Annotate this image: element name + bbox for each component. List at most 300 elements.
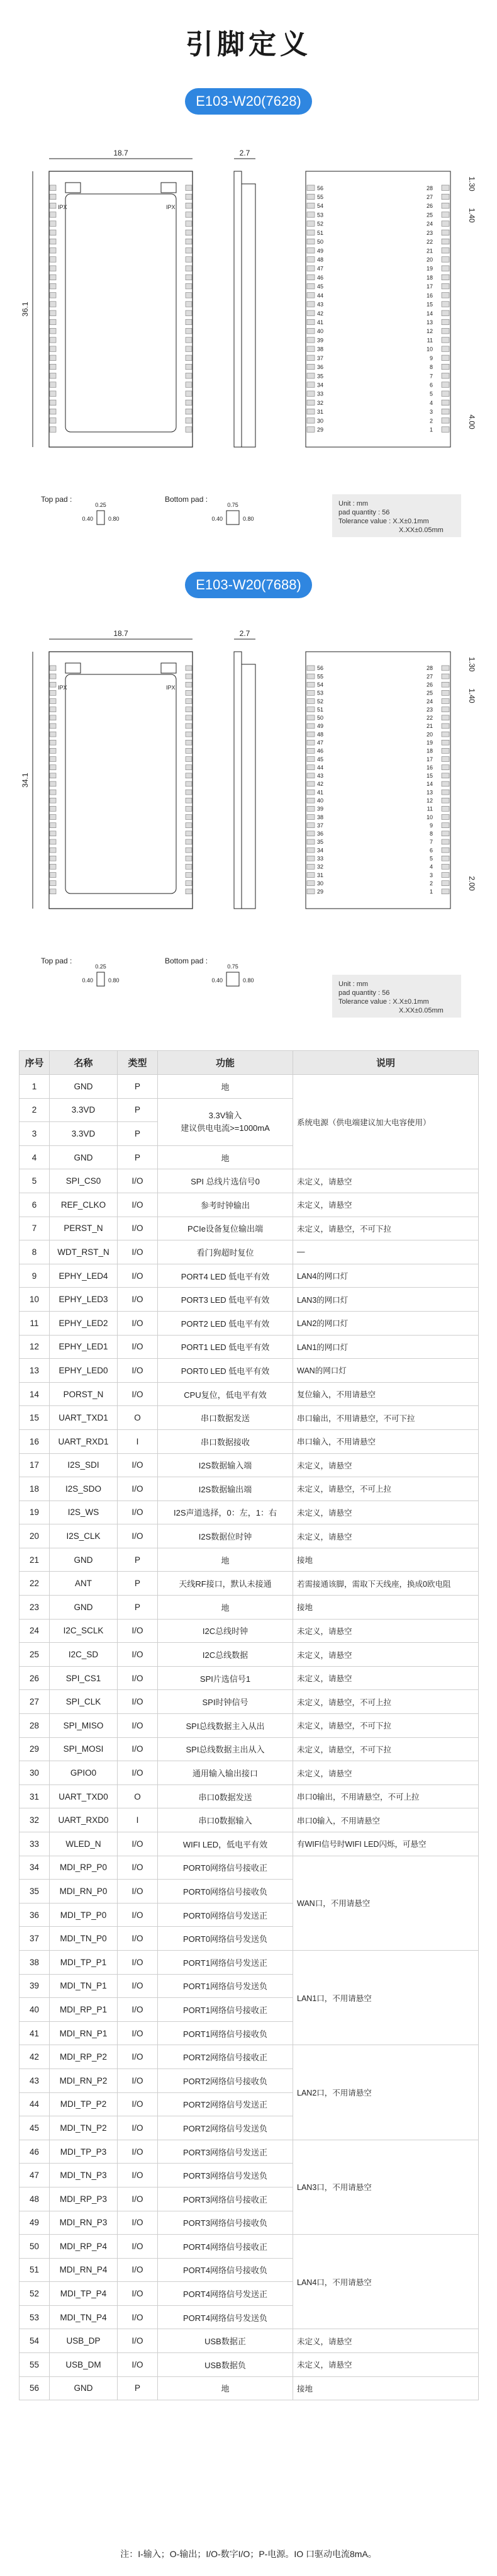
pin-index: 3 — [20, 1122, 50, 1146]
bottom-pin-pad — [307, 699, 315, 704]
left-pin-pad — [50, 310, 56, 316]
bottom-pin-pad — [442, 185, 449, 191]
pin-function: USB数据负 — [158, 2353, 293, 2377]
pin-index: 32 — [20, 1808, 50, 1832]
left-pin-pad — [50, 881, 56, 886]
pin-definition-table — [19, 1050, 479, 2400]
pin-type: I/O — [118, 1193, 158, 1217]
tolerance-pad-quantity: pad quantity : 56 — [338, 509, 390, 516]
pin-notes: — — [293, 1240, 479, 1264]
right-pin-number: 20 — [426, 256, 433, 263]
left-pin-pad — [50, 873, 56, 878]
pin-function: PCIe设备复位输出端 — [158, 1217, 293, 1240]
left-pin-pad — [50, 864, 56, 869]
pin-notes: 未定义，请悬空，不可上拉 — [293, 1477, 479, 1501]
right-pin-pad — [186, 757, 192, 762]
pin-type: I/O — [118, 1880, 158, 1904]
module-outline — [49, 171, 193, 447]
left-pin-number: 55 — [317, 673, 324, 680]
height-dimension-label: 36.1 — [21, 302, 30, 317]
bottom-pad-shape — [226, 972, 239, 986]
pin-type: I/O — [118, 1666, 158, 1690]
top-pad-height-2: 0.80 — [108, 977, 120, 984]
bottom-pin-pad — [442, 212, 449, 218]
left-pin-number: 56 — [317, 184, 324, 191]
table-row — [20, 1382, 479, 1406]
left-pin-number: 50 — [317, 239, 324, 246]
left-pin-number: 43 — [317, 301, 324, 308]
bottom-pin-pad — [307, 391, 315, 397]
bottom-pin-pad — [307, 790, 315, 795]
pin-function: PORT0网络信号发送正 — [158, 1903, 293, 1927]
bottom-pin-pad — [442, 666, 449, 671]
bottom-pin-pad — [307, 707, 315, 712]
left-pin-pad — [50, 682, 56, 687]
header-notes: 说明 — [293, 1051, 479, 1075]
pin-notes: LAN2的网口灯 — [293, 1311, 479, 1335]
left-pin-pad — [50, 364, 56, 370]
pin-type: I/O — [118, 2092, 158, 2116]
pin-index: 52 — [20, 2282, 50, 2306]
antenna-label-right: IPX — [166, 684, 176, 691]
left-pin-pad — [50, 194, 56, 200]
right-pin-pad — [186, 806, 192, 811]
left-pin-number: 52 — [317, 220, 324, 227]
right-pin-pad — [186, 427, 192, 433]
pin-function: PORT2网络信号发送正 — [158, 2092, 293, 2116]
pin-index: 39 — [20, 1974, 50, 1998]
tolerance-value: Tolerance value : X.X±0.1mm — [338, 998, 429, 1006]
pin-function: I2S数据位时钟 — [158, 1524, 293, 1548]
pin-notes: 未定义，请悬空 — [293, 1666, 479, 1690]
right-pin-pad — [186, 765, 192, 770]
right-pin-pad — [186, 212, 192, 218]
left-pin-number: 33 — [317, 855, 324, 862]
right-pin-number: 1 — [429, 888, 433, 895]
pin-name: I2S_SDI — [50, 1453, 118, 1477]
right-pin-number: 19 — [426, 265, 433, 272]
tolerance-value-2: X.XX±0.05mm — [399, 1007, 444, 1014]
bottom-pin-pad — [307, 328, 315, 334]
left-pin-pad — [50, 889, 56, 894]
pin-name: GND — [50, 1548, 118, 1572]
left-pin-number: 30 — [317, 880, 324, 887]
left-pin-number: 36 — [317, 364, 324, 371]
pin-type: I/O — [118, 2045, 158, 2069]
pin-type: I/O — [118, 1217, 158, 1240]
pin-function: 天线RF接口，默认未接通 — [158, 1572, 293, 1596]
bottom-pin-pad — [307, 815, 315, 820]
table-row — [20, 2235, 479, 2259]
pin-function: SPI总线数据主出从入 — [158, 1737, 293, 1761]
pin-name: SPI_MISO — [50, 1714, 118, 1738]
bottom-pin-pad — [442, 275, 449, 280]
tolerance-value: Tolerance value : X.X±0.1mm — [338, 518, 429, 525]
pin-name: 3.3VD — [50, 1098, 118, 1122]
pin-name: SPI_CS0 — [50, 1169, 118, 1193]
pin-type: I/O — [118, 2235, 158, 2259]
bottom-pad-width: 0.75 — [227, 963, 238, 970]
pin-notes: 接地 — [293, 1548, 479, 1572]
left-pin-number: 44 — [317, 292, 324, 299]
pin-index: 38 — [20, 1950, 50, 1974]
bottom-pin-pad — [307, 889, 315, 894]
right-pin-number: 23 — [426, 706, 433, 713]
left-pin-number: 47 — [317, 265, 324, 272]
right-pin-pad — [186, 346, 192, 352]
right-pin-number: 4 — [429, 399, 433, 406]
pin-name: I2C_SD — [50, 1643, 118, 1667]
bottom-pad-label: Bottom pad : — [165, 956, 208, 965]
table-row — [20, 1359, 479, 1383]
left-pin-pad — [50, 400, 56, 406]
left-pin-pad — [50, 690, 56, 695]
pin-function: PORT2 LED 低电平有效 — [158, 1311, 293, 1335]
right-pin-pad — [186, 221, 192, 227]
pin-name: SPI_MOSI — [50, 1737, 118, 1761]
left-pin-pad — [50, 373, 56, 379]
table-row — [20, 1501, 479, 1524]
bottom-pin-pad — [442, 823, 449, 828]
top-pad-shape — [97, 511, 104, 525]
pin-type: P — [118, 2376, 158, 2400]
right-pin-number: 19 — [426, 739, 433, 746]
pin-function: 地 — [158, 1145, 293, 1169]
pin-notes: 串口输出，不用请悬空，不可下拉 — [293, 1406, 479, 1430]
bottom-pin-pad — [442, 257, 449, 263]
bottom-pin-pad — [307, 839, 315, 844]
bottom-pin-pad — [307, 881, 315, 886]
right-pin-number: 21 — [426, 247, 433, 254]
left-pin-number: 50 — [317, 715, 324, 722]
bottom-pin-pad — [307, 194, 315, 200]
left-pin-number: 32 — [317, 863, 324, 870]
top-pad-label: Top pad : — [41, 956, 72, 965]
left-pin-pad — [50, 283, 56, 289]
bottom-pin-pad — [307, 283, 315, 289]
pin-name: MDI_RN_P3 — [50, 2211, 118, 2235]
pin-type: I — [118, 1808, 158, 1832]
left-pin-number: 47 — [317, 739, 324, 746]
height-dimension-label: 34.1 — [21, 773, 30, 788]
bottom-pin-pad — [442, 302, 449, 307]
left-pin-number: 41 — [317, 789, 324, 796]
bottom-pin-pad — [307, 765, 315, 770]
pin-row-dimension-label: 1.40 — [467, 688, 476, 703]
pin-type: I/O — [118, 1619, 158, 1643]
left-pin-pad — [50, 338, 56, 343]
pin-name: I2S_WS — [50, 1501, 118, 1524]
pin-index: 42 — [20, 2045, 50, 2069]
pin-function-line: 3.3V输入 — [208, 1110, 242, 1120]
right-pin-number: 11 — [427, 805, 433, 812]
right-pin-number: 13 — [426, 789, 433, 796]
table-row — [20, 2045, 479, 2069]
right-pin-number: 27 — [426, 194, 433, 201]
top-pad-height: 0.40 — [82, 516, 93, 522]
bottom-pin-pad — [442, 864, 449, 869]
left-pin-pad — [50, 427, 56, 433]
left-pin-number: 46 — [317, 274, 324, 281]
pin-index: 29 — [20, 1737, 50, 1761]
bottom-pin-pad — [442, 806, 449, 811]
side-view-pcb — [234, 652, 242, 909]
pin-name: UART_RXD0 — [50, 1808, 118, 1832]
bottom-pin-pad — [307, 418, 315, 424]
bottom-pin-pad — [442, 682, 449, 687]
pin-name: MDI_TN_P4 — [50, 2305, 118, 2329]
right-pin-number: 14 — [426, 781, 433, 788]
pin-function: PORT4网络信号接收负 — [158, 2258, 293, 2282]
bottom-pin-pad — [442, 203, 449, 208]
bottom-pin-pad — [442, 400, 449, 406]
pin-function: 看门狗超时复位 — [158, 1240, 293, 1264]
left-pin-pad — [50, 382, 56, 388]
bottom-pin-pad — [307, 400, 315, 406]
left-pin-pad — [50, 757, 56, 762]
left-pin-pad — [50, 806, 56, 811]
pin-name: I2C_SCLK — [50, 1619, 118, 1643]
bottom-pin-pad — [442, 848, 449, 853]
tolerance-unit: Unit : mm — [338, 500, 369, 508]
table-row — [20, 1643, 479, 1667]
pin-function: 地 — [158, 1548, 293, 1572]
pin-name: MDI_RN_P0 — [50, 1880, 118, 1904]
side-view-shield — [242, 664, 255, 909]
pin-type: I/O — [118, 1903, 158, 1927]
bottom-pin-pad — [442, 831, 449, 836]
bottom-pin-pad — [307, 239, 315, 244]
bottom-pin-pad — [442, 740, 449, 745]
pin-type: I/O — [118, 2353, 158, 2377]
pin-function: PORT3 LED 低电平有效 — [158, 1288, 293, 1312]
pin-notes: 串口0输出，不用请悬空，不可上拉 — [293, 1784, 479, 1808]
pin-type: I/O — [118, 1311, 158, 1335]
pin-type: I/O — [118, 2068, 158, 2092]
pin-index: 45 — [20, 2116, 50, 2140]
pin-notes: 未定义，请悬空，不可上拉 — [293, 1690, 479, 1714]
right-pin-pad — [186, 293, 192, 298]
bottom-pin-pad — [307, 690, 315, 695]
bottom-pin-pad — [307, 723, 315, 729]
right-pin-pad — [186, 666, 192, 671]
right-pin-pad — [186, 674, 192, 679]
model-badge-7688: E103-W20(7688) — [185, 572, 312, 598]
pin-row-dimension-label: 1.40 — [467, 208, 476, 223]
pin-function: PORT4网络信号发送正 — [158, 2282, 293, 2306]
tolerance-pad-quantity: pad quantity : 56 — [338, 989, 390, 997]
left-pin-number: 37 — [317, 822, 324, 829]
pin-notes: 串口输入，不用请悬空 — [293, 1429, 479, 1453]
table-row — [20, 2353, 479, 2377]
pin-name: MDI_RP_P0 — [50, 1856, 118, 1880]
pin-type: I/O — [118, 1169, 158, 1193]
pin-type: I/O — [118, 2282, 158, 2306]
pin-notes: 未定义，请悬空 — [293, 1453, 479, 1477]
pin-type: I/O — [118, 1240, 158, 1264]
right-pin-number: 27 — [426, 673, 433, 680]
left-pin-pad — [50, 666, 56, 671]
right-pin-number: 15 — [426, 301, 433, 308]
pin-index: 37 — [20, 1927, 50, 1951]
left-pin-pad — [50, 723, 56, 729]
pin-function: 通用输入输出接口 — [158, 1761, 293, 1785]
pin-name: GND — [50, 1145, 118, 1169]
right-pin-number: 2 — [429, 417, 433, 424]
left-pin-number: 32 — [317, 399, 324, 406]
right-pin-number: 13 — [426, 319, 433, 326]
bottom-pin-pad — [307, 798, 315, 803]
pin-name: GND — [50, 1075, 118, 1099]
pin-type: I/O — [118, 2305, 158, 2329]
right-pin-number: 23 — [426, 229, 433, 236]
pin-type: I/O — [118, 1288, 158, 1312]
pin-function: SPI时钟信号 — [158, 1690, 293, 1714]
right-pin-pad — [186, 848, 192, 853]
left-pin-number: 48 — [317, 731, 324, 738]
right-pin-pad — [186, 328, 192, 334]
pin-function: 地 — [158, 1596, 293, 1620]
pin-index: 12 — [20, 1335, 50, 1359]
pin-name: MDI_TN_P0 — [50, 1927, 118, 1951]
pin-type: I/O — [118, 1359, 158, 1383]
pin-index: 9 — [20, 1264, 50, 1288]
right-pin-number: 6 — [429, 382, 433, 389]
dimension-drawing-7688 — [0, 620, 497, 1023]
left-pin-pad — [50, 781, 56, 786]
pin-function: SPI 总线片选信号0 — [158, 1169, 293, 1193]
left-pin-pad — [50, 293, 56, 298]
right-pin-number: 18 — [426, 747, 433, 754]
pin-type: I/O — [118, 1737, 158, 1761]
pin-type: I/O — [118, 1643, 158, 1667]
pin-notes: 未定义，请悬空 — [293, 1619, 479, 1643]
pin-function: PORT1网络信号接收负 — [158, 2021, 293, 2045]
right-pin-number: 8 — [429, 364, 433, 371]
pin-index: 20 — [20, 1524, 50, 1548]
bottom-pin-pad — [307, 302, 315, 307]
pin-name: MDI_RP_P4 — [50, 2235, 118, 2259]
pin-index: 49 — [20, 2211, 50, 2235]
right-pin-number: 26 — [426, 681, 433, 688]
pin-index: 56 — [20, 2376, 50, 2400]
bottom-pin-pad — [307, 773, 315, 778]
pin-index: 50 — [20, 2235, 50, 2259]
left-pin-pad — [50, 798, 56, 803]
pin-type: I/O — [118, 1950, 158, 1974]
right-pin-number: 14 — [426, 310, 433, 317]
pin-type: O — [118, 1406, 158, 1430]
pin-function: PORT4网络信号接收正 — [158, 2235, 293, 2259]
pin-index: 15 — [20, 1406, 50, 1430]
bottom-pad-height-2: 0.80 — [243, 977, 254, 984]
left-pin-pad — [50, 773, 56, 778]
bottom-pin-pad — [442, 283, 449, 289]
right-pin-pad — [186, 707, 192, 712]
right-pin-pad — [186, 740, 192, 745]
pin-index: 51 — [20, 2258, 50, 2282]
left-pin-pad — [50, 230, 56, 235]
pin-name: MDI_TP_P3 — [50, 2140, 118, 2164]
left-pin-number: 56 — [317, 665, 324, 672]
table-row — [20, 1832, 479, 1856]
left-pin-number: 39 — [317, 805, 324, 812]
right-pin-number: 16 — [426, 764, 433, 771]
right-pin-number: 21 — [426, 723, 433, 730]
bottom-pad-shape — [226, 511, 239, 525]
pin-type: I/O — [118, 2116, 158, 2140]
pin-name: PERST_N — [50, 1217, 118, 1240]
pin-index: 21 — [20, 1548, 50, 1572]
right-pin-number: 17 — [426, 283, 433, 290]
bottom-pad-width: 0.75 — [227, 502, 238, 508]
left-pin-pad — [50, 848, 56, 853]
bottom-pin-pad — [307, 346, 315, 352]
bottom-pad-height: 0.40 — [211, 977, 223, 984]
pin-notes: LAN1的网口灯 — [293, 1335, 479, 1359]
table-row — [20, 2329, 479, 2353]
table-row — [20, 1335, 479, 1359]
left-pin-number: 54 — [317, 203, 324, 210]
left-pin-number: 38 — [317, 346, 324, 353]
pin-function: SPI片选信号1 — [158, 1666, 293, 1690]
table-row — [20, 1572, 479, 1596]
right-pin-pad — [186, 781, 192, 786]
pin-type: I/O — [118, 1264, 158, 1288]
left-pin-number: 49 — [317, 723, 324, 730]
pin-function: PORT1 LED 低电平有效 — [158, 1335, 293, 1359]
right-pin-pad — [186, 732, 192, 737]
left-pin-number: 36 — [317, 831, 324, 837]
right-pin-number: 24 — [426, 220, 433, 227]
pin-function: 参考时钟输出 — [158, 1193, 293, 1217]
table-header-row — [20, 1051, 479, 1075]
pin-notes: 未定义，请悬空 — [293, 1761, 479, 1785]
pin-index: 47 — [20, 2164, 50, 2187]
pin-index: 41 — [20, 2021, 50, 2045]
pin-notes: WAN口，不用请悬空 — [293, 1856, 479, 1950]
pin-name: PORST_N — [50, 1382, 118, 1406]
left-pin-pad — [50, 707, 56, 712]
pin-notes: LAN4口，不用请悬空 — [293, 2235, 479, 2329]
table-row — [20, 1429, 479, 1453]
pin-function — [158, 1098, 293, 1145]
left-pin-pad — [50, 765, 56, 770]
left-pin-pad — [50, 203, 56, 208]
pin-function: PORT3网络信号接收负 — [158, 2211, 293, 2235]
pin-function: PORT2网络信号发送负 — [158, 2116, 293, 2140]
left-pin-number: 35 — [317, 839, 324, 846]
right-pin-pad — [186, 864, 192, 869]
left-pin-number: 53 — [317, 212, 324, 218]
pin-name: MDI_TP_P4 — [50, 2282, 118, 2306]
table-row — [20, 1950, 479, 1974]
right-pin-number: 18 — [426, 274, 433, 281]
table-row — [20, 1264, 479, 1288]
bottom-pin-pad — [442, 328, 449, 334]
left-pin-pad — [50, 221, 56, 227]
pin-name: MDI_TP_P2 — [50, 2092, 118, 2116]
right-pin-number: 16 — [426, 292, 433, 299]
right-pin-pad — [186, 203, 192, 208]
left-pin-number: 46 — [317, 747, 324, 754]
pin-name: UART_TXD0 — [50, 1784, 118, 1808]
top-pad-shape — [97, 972, 104, 986]
pin-type: I/O — [118, 2329, 158, 2353]
pin-function: PORT0网络信号发送负 — [158, 1927, 293, 1951]
pin-function: I2C总线数据 — [158, 1643, 293, 1667]
pin-name: MDI_TN_P3 — [50, 2164, 118, 2187]
